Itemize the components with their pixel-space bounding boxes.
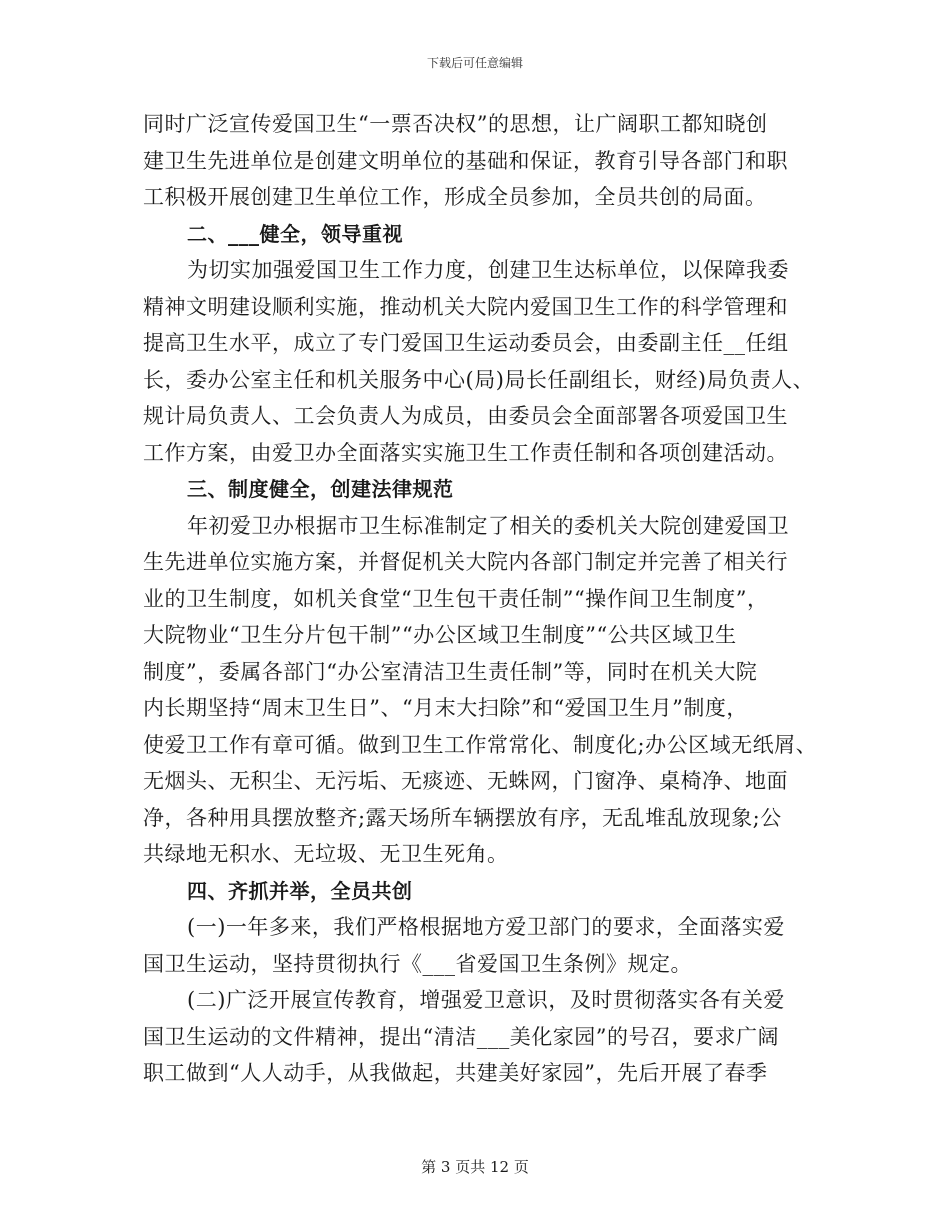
body-line: 工作方案，由爱卫办全面落实实施卫生工作责任制和各项创建活动。 — [143, 440, 788, 465]
body-line: 长，委办公室主任和机关服务中心(局)局长任副组长，财经)局负责人、 — [143, 367, 815, 392]
page-number: 第 3 页共 12 页 — [421, 1158, 529, 1176]
paragraph-first-line: 为切实加强爱国卫生工作力度，创建卫生达标单位，以保障我委 — [187, 258, 789, 282]
document-body — [143, 106, 823, 1092]
section-heading: 四、齐抓并举，全员共创 — [187, 878, 413, 903]
body-line: 同时广泛宣传爱国卫生“一票否决权”的思想，让广阔职工都知晓创 — [143, 112, 768, 136]
body-line: 业的卫生制度，如机关食堂“卫生包干责任制”“操作间卫生制度”， — [143, 586, 769, 611]
body-line: 工积极开展创建卫生单位工作，形成全员参加，全员共创的局面。 — [143, 185, 767, 209]
paragraph-first-line: (一)一年多来，我们严格根据地方爱卫部门的要求，全面落实爱 — [187, 915, 785, 939]
body-line: 共绿地无积水、无垃圾、无卫生死角。 — [143, 842, 509, 866]
body-line: 职工做到“人人动手，从我做起，共建美好家园”，先后开展了春季 — [143, 1061, 768, 1085]
body-line: 建卫生先进单位是创建文明单位的基础和保证，教育引导各部门和职 — [143, 148, 788, 173]
body-line: 内长期坚持“周末卫生日”、“月末大扫除”和“爱国卫生月”制度， — [143, 696, 748, 720]
body-line: 无烟头、无积尘、无污垢、无痰迹、无蛛网，门窗净、桌椅净、地面 — [143, 769, 788, 793]
paragraph-first-line: (二)广泛开展宣传教育，增强爱卫意识，及时贯彻落实各有关爱 — [187, 988, 785, 1012]
body-line: 国卫生运动，坚持贯彻执行《___省爱国卫生条例》规定。 — [143, 951, 692, 976]
body-line: 生先进单位实施方案，并督促机关大院内各部门制定并完善了相关行 — [143, 550, 788, 574]
body-line: 使爱卫工作有章可循。做到卫生工作常常化、制度化;办公区域无纸屑、 — [143, 732, 818, 757]
body-line: 制度”，委属各部门“办公室清洁卫生责任制”等，同时在机关大院 — [143, 659, 758, 684]
body-line: 国卫生运动的文件精神，提出“清洁___美化家园”的号召，要求广阔 — [143, 1024, 779, 1049]
body-line: 精神文明建设顺利实施，推动机关大院内爱国卫生工作的科学管理和 — [143, 294, 788, 319]
body-line: 大院物业“卫生分片包干制”“办公区域卫生制度”“公共区域卫生 — [143, 623, 737, 647]
section-heading: 二、___健全，领导重视 — [187, 221, 403, 246]
body-line: 规计局负责人、工会负责人为成员，由委员会全面部署各项爱国卫生 — [143, 404, 788, 428]
body-line: 提高卫生水平，成立了专门爱国卫生运动委员会，由委副主任__任组 — [143, 331, 789, 355]
page-header: 下载后可任意编辑 — [426, 56, 523, 70]
paragraph-first-line: 年初爱卫办根据市卫生标准制定了相关的委机关大院创建爱国卫 — [187, 513, 789, 538]
body-line: 净，各种用具摆放整齐;露天场所车辆摆放有序，无乱堆乱放现象;公 — [143, 805, 782, 830]
section-heading: 三、制度健全，创建法律规范 — [187, 477, 454, 501]
